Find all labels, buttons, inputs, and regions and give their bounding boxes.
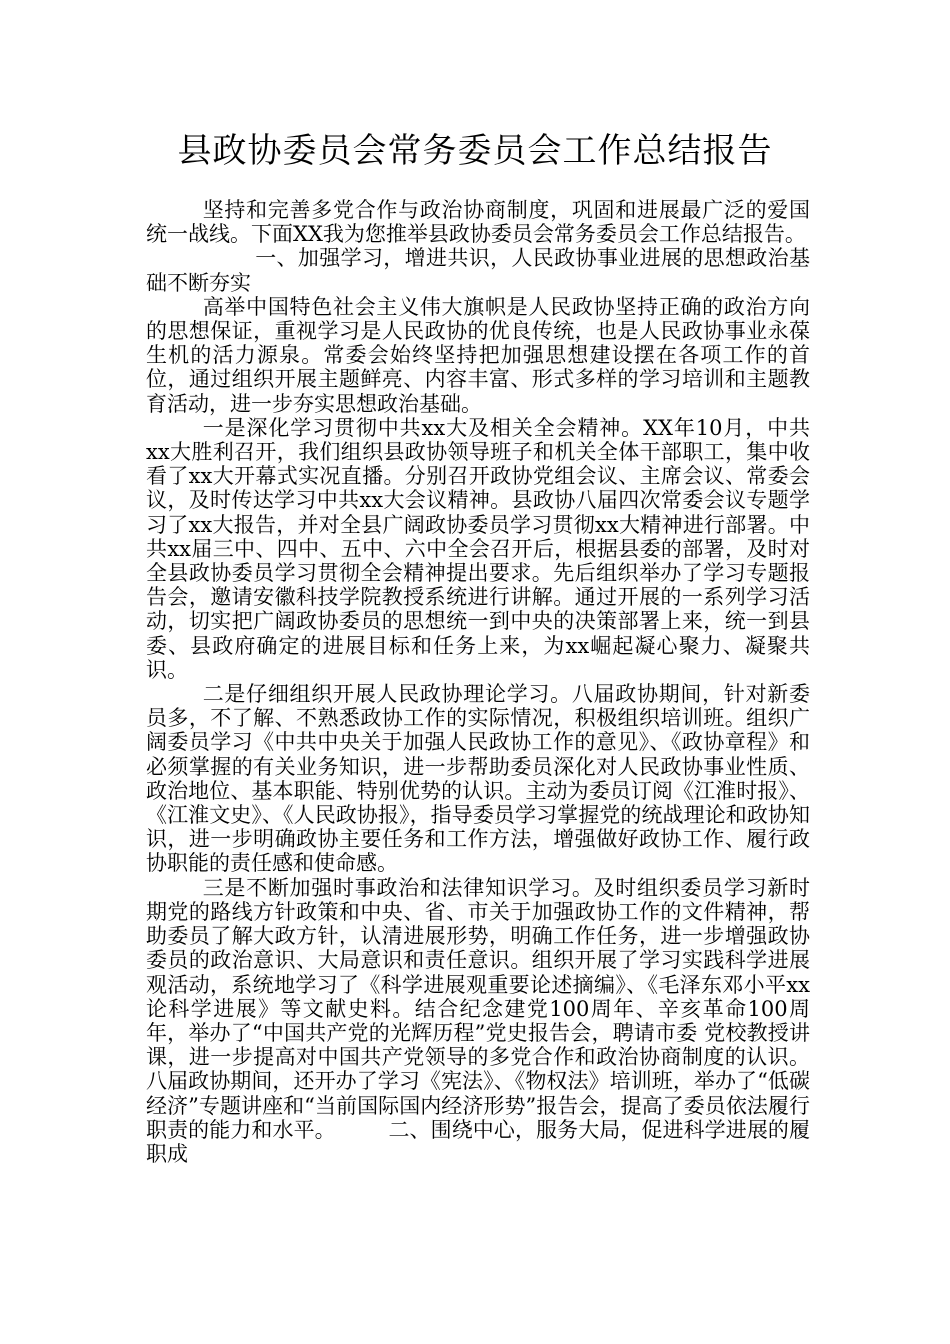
document-title: 县政协委员会常务委员会工作总结报告 [177,131,773,171]
paragraph-intro: 坚持和完善多党合作与政治协商制度，巩固和进展最广泛的爱国统一战线。下面XX我为您推举县政协委员会常务委员会工作总结报告。 [146,198,810,247]
paragraph: 二是仔细组织开展人民政协理论学习。八届政协期间，针对新委员多，不了解、不熟悉政协工作的实际情况，积极组织培训班。组织广阔委员学习《中共中央关于加强人民政协工作的意见》、《政协章程》和必须掌握的有关业务知识，进一步帮助委员深化对人民政协事业性质、政治地位、基本职能、特别优势的认识。主动为委员订阅《江淮时报》、《江淮文史》、《人民政协报》，指导委员学习掌握党的统战理论和政协知识，进一步明确政协主要任务和工作方法，增强做好政协工作、履行政协职能的责任感和使命感。 [146,682,810,876]
paragraph: 高举中国特色社会主义伟大旗帜是人民政协坚持正确的政治方向的思想保证，重视学习是人民政协的优良传统，也是人民政协事业永葆生机的活力源泉。常委会始终坚持把加强思想建设摆在各项工作的首位，通过组织开展主题鲜亮、内容丰富、形式多样的学习培训和主题教育活动，进一步夯实思想政治基础。 [146,294,810,416]
document-body [146,198,810,1166]
paragraph: 一是深化学习贯彻中共xx大及相关全会精神。XX年10月，中共xx大胜利召开，我们组织县政协领导班子和机关全体干部职工，集中收看了xx大开幕式实况直播。分别召开政协党组会议、主席会议、常委会议，及时传达学习中共xx大会议精神。县政协八届四次常委会议专题学习了xx大报告，并对全县广阔政协委员学习贯彻xx大精神进行部署。中共xx届三中、四中、五中、六中全会召开后，根据县委的部署，及时对全县政协委员学习贯彻全会精神提出要求。先后组织举办了学习专题报告会，邀请安徽科技学院教授系统进行讲解。通过开展的一系列学习活动，切实把广阔政协委员的思想统一到中央的决策部署上来，统一到县委、县政府确定的进展目标和任务上来，为xx崛起凝心聚力、凝聚共识。 [146,415,810,682]
paragraph: 三是不断加强时事政治和法律知识学习。及时组织委员学习新时期党的路线方针政策和中央、省、市关于加强政协工作的文件精神，帮助委员了解大政方针，认清进展形势，明确工作任务，进一步增强政协委员的政治意识、大局意识和责任意识。组织开展了学习实践科学进展观活动，系统地学习了《科学进展观重要论述摘编》、《毛泽东邓小平xx论科学进展》等文献史料。结合纪念建党100周年、辛亥革命100周年，举办了“中国共产党的光辉历程”党史报告会，聘请市委 党校教授讲课，进一步提高对中国共产党领导的多党合作和政治协商制度的认识。八届政协期间，还开办了学习《宪法》、《物权法》培训班，举办了“低碳经济”专题讲座和“当前国际国内经济形势”报告会，提高了委员依法履行职责的能力和水平。 二、围绕中心，服务大局，促进科学进展的履职成 [146,875,810,1166]
section-heading-1: 一、加强学习，增进共识，人民政协事业进展的思想政治基础不断夯实 [146,246,810,295]
